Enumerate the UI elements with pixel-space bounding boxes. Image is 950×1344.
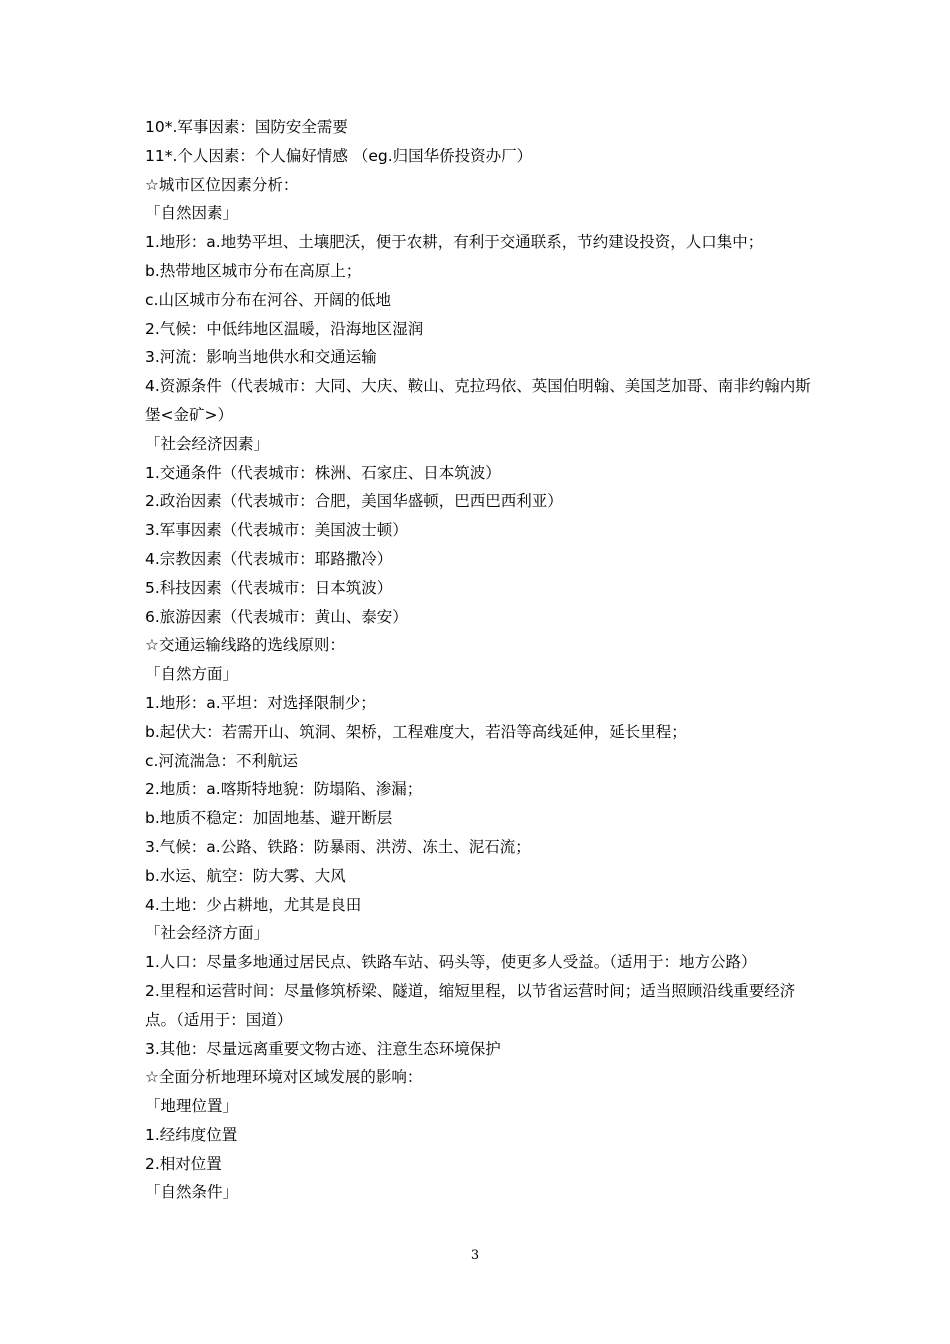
text-line: 「地理位置」 [145,1097,239,1116]
text-line: 2.气候：中低纬地区温暖，沿海地区湿润 [145,319,424,338]
text-line: 「自然条件」 [145,1183,239,1202]
text-line: 1.地形：a.地势平坦、土壤肥沃，便于农耕，有利于交通联系，节约建设投资，人口集中； [145,233,764,252]
text-line: ☆全面分析地理环境对区域发展的影响： [145,1068,423,1087]
text-line: 1.人口：尽量多地通过居民点、铁路车站、码头等，使更多人受益。（适用于：地方公路） [145,953,757,972]
text-line: 1.地形：a.平坦：对选择限制少； [145,693,376,712]
text-line: 「自然方面」 [145,665,239,684]
text-line: c.山区城市分布在河谷、开阔的低地 [145,290,391,309]
text-line: 2.地质：a.喀斯特地貌：防塌陷、渗漏； [145,780,423,799]
text-line: 4.宗教因素（代表城市：耶路撒冷） [145,549,393,568]
text-line: ☆城市区位因素分析： [145,175,299,194]
text-line: 5.科技因素（代表城市：日本筑波） [145,578,393,597]
text-line: b.水运、航空：防大雾、大风 [145,866,346,885]
text-line: 2.政治因素（代表城市：合肥，美国华盛顿，巴西巴西利亚） [145,492,563,511]
text-line: 4.资源条件（代表城市：大同、大庆、鞍山、克拉玛依、英国伯明翰、美国芝加哥、南非约翰内斯堡<金矿>） [145,377,811,424]
text-line: 2.相对位置 [145,1154,222,1173]
text-line: 1.经纬度位置 [145,1125,238,1144]
text-line: c.河流湍急：不利航运 [145,751,298,770]
text-line: 3.气候：a.公路、铁路：防暴雨、洪涝、冻土、泥石流； [145,837,531,856]
page-number: 3 [470,1248,480,1263]
text-line: 3.其他：尽量远离重要文物古迹、注意生态环境保护 [145,1039,501,1058]
text-line: 「社会经济方面」 [145,924,270,943]
text-line: b.地质不稳定：加固地基、避开断层 [145,809,393,828]
text-line: 6.旅游因素（代表城市：黄山、泰安） [145,607,408,626]
text-line: ☆交通运输线路的选线原则： [145,636,345,655]
text-line: 1.交通条件（代表城市：株洲、石家庄、日本筑波） [145,463,501,482]
text-line: 11*.个人因素：个人偏好情感 （eg.归国华侨投资办厂） [145,146,533,165]
text-line: 2.里程和运营时间：尽量修筑桥梁、隧道，缩短里程，以节省运营时间；适当照顾沿线重要经济点。（适用于：国道） [145,981,796,1029]
text-line: b.热带地区城市分布在高原上； [145,261,362,280]
text-line: 3.河流：影响当地供水和交通运输 [145,348,377,367]
text-line: 「自然因素」 [145,204,239,223]
text-line: 3.军事因素（代表城市：美国波士顿） [145,521,408,540]
text-line: 「社会经济因素」 [145,434,270,453]
document-body [145,113,815,1207]
text-line: 4.土地：少占耕地，尤其是良田 [145,895,362,914]
text-line: b.起伏大：若需开山、筑洞、架桥，工程难度大，若沿等高线延伸，延长里程； [145,722,687,741]
text-line: 10*.军事因素：国防安全需要 [145,118,348,136]
